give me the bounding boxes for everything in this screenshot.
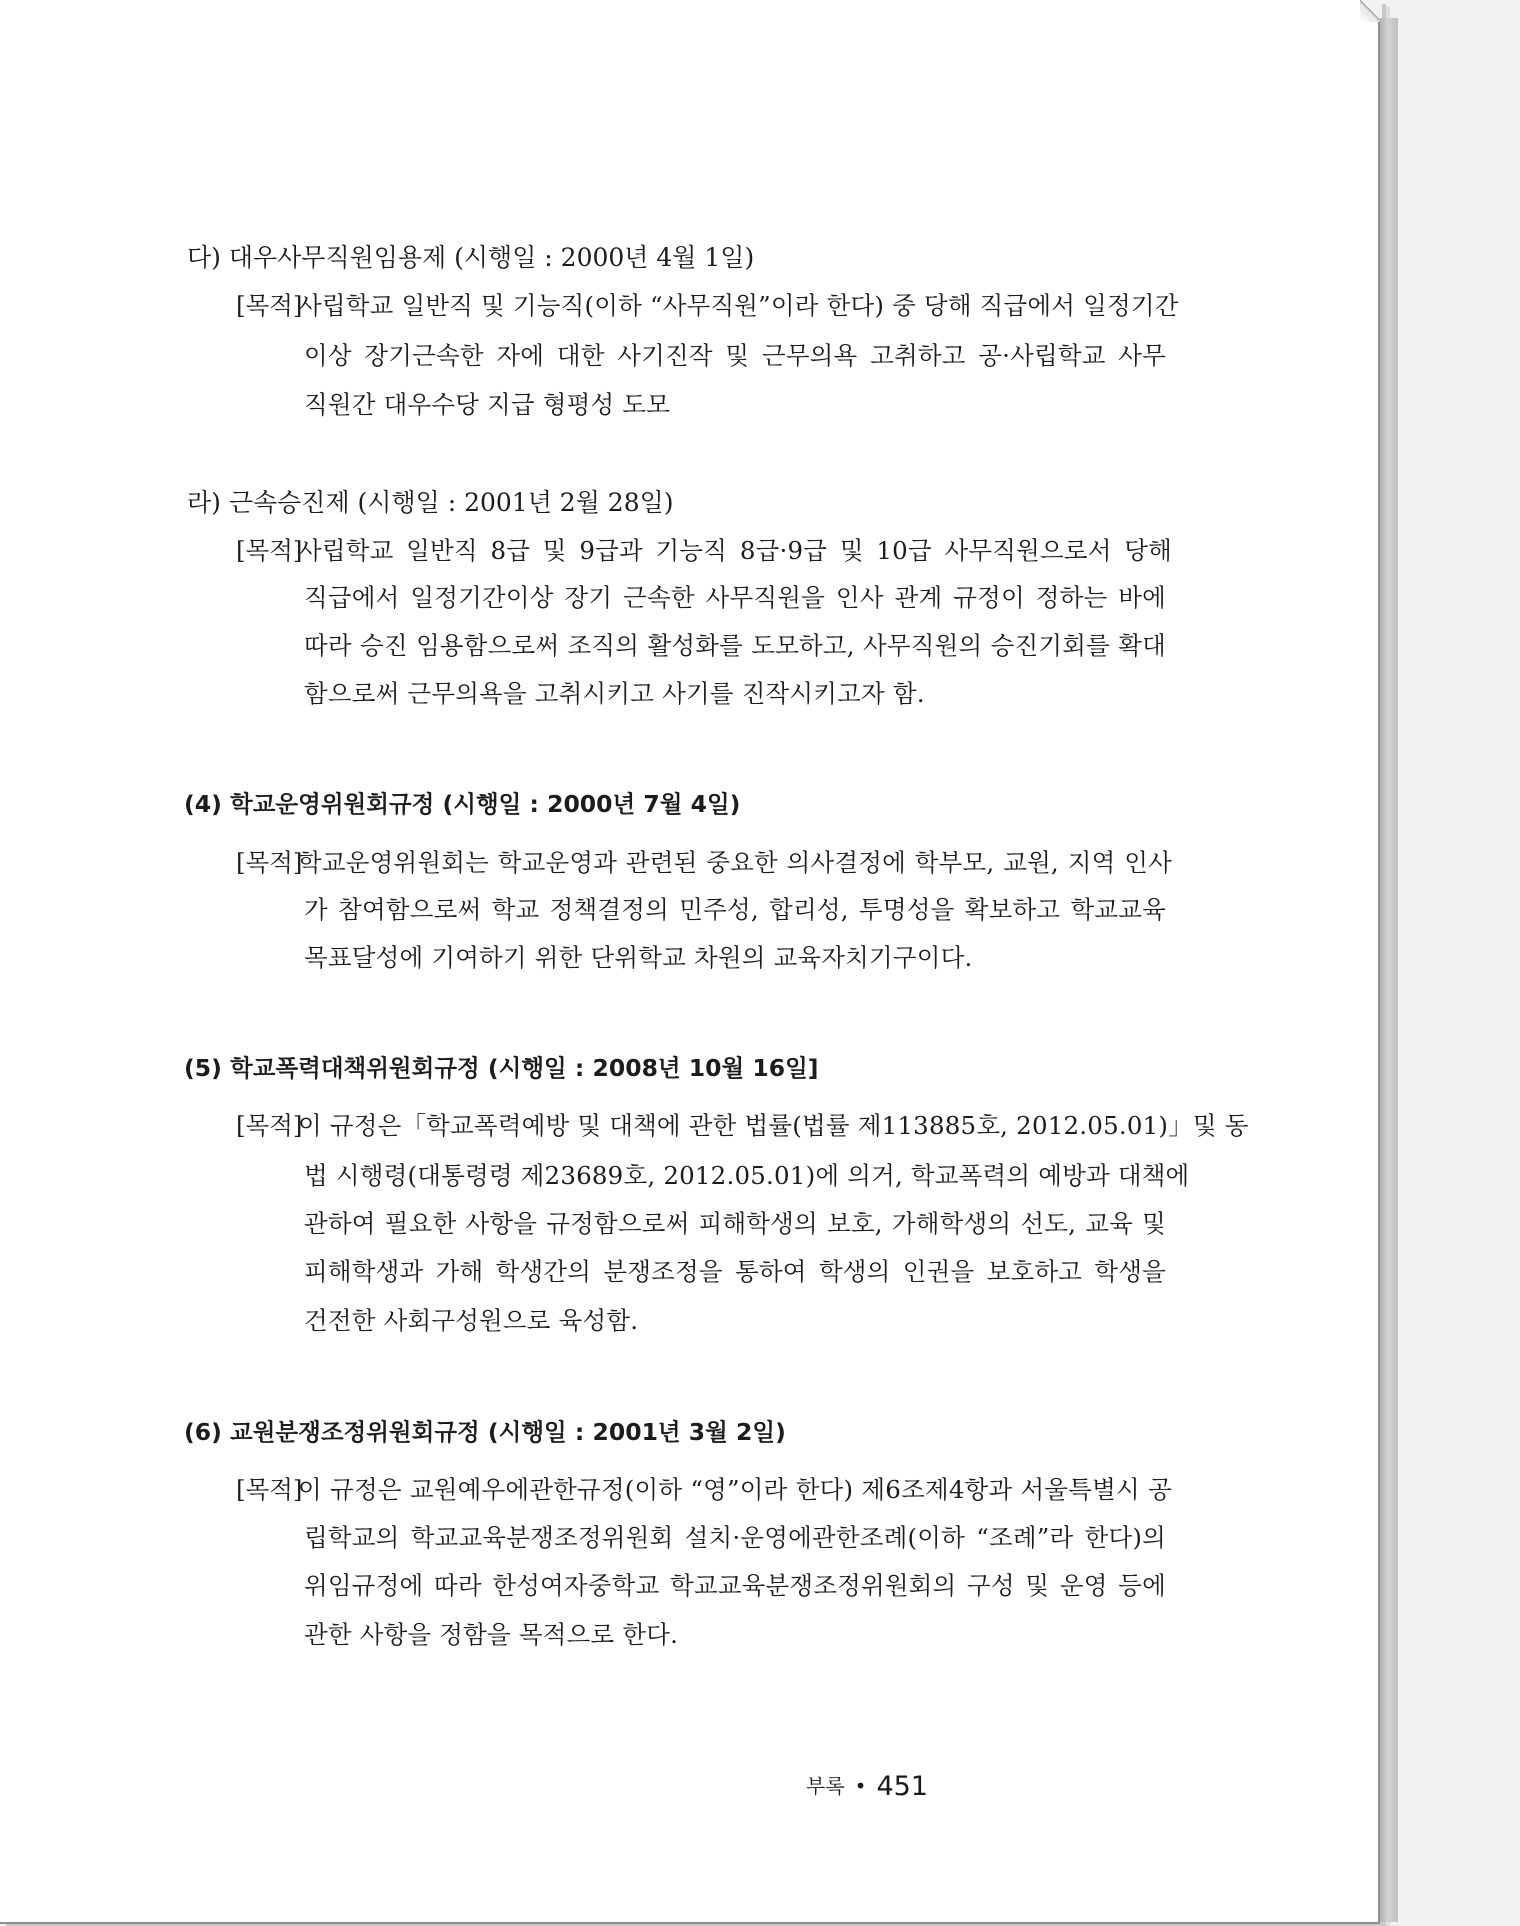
text-line: 학교운영위원회는 학교운영과 관련된 중요한 의사결정에 학부모, 교원, 지역 인사 [298, 848, 1172, 877]
text-line: 이상 장기근속한 자에 대한 사기진작 및 근무의욕 고취하고 공·사립학교 사무 [304, 341, 1166, 370]
text-line: 사립학교 일반직 및 기능직(이하 “사무직원”이라 한다) 중 당해 직급에서 일정기간 [298, 291, 1179, 320]
text-line: 목표달성에 기여하기 위한 단위학교 차원의 교육자치기구이다. [304, 943, 973, 972]
text-line: 위임규정에 따라 한성여자중학교 학교교육분쟁조정위원회의 구성 및 운영 등에 [304, 1571, 1166, 1600]
purpose-tag: [목적] [236, 848, 303, 877]
page-stack-edge [1380, 18, 1398, 1922]
section-heading-ra: 라) 근속승진제 (시행일 : 2001년 2월 28일) [187, 488, 674, 517]
text-line: 이 규정은「학교폭력예방 및 대책에 관한 법률(법률 제113885호, 2012.05.01)」및 동 [298, 1111, 1249, 1140]
section-heading-6: (6) 교원분쟁조정위원회규정 (시행일 : 2001년 3월 2일) [184, 1418, 786, 1446]
page-footer [806, 1766, 928, 1807]
text-line: 관한 사항을 정함을 목적으로 한다. [304, 1620, 679, 1649]
footer-bullet: • [854, 1774, 867, 1798]
text-line: 립학교의 학교교육분쟁조정위원회 설치·운영에관한조례(이하 “조례”라 한다)의 [304, 1523, 1166, 1552]
text-line: 가 참여함으로써 학교 정책결정의 민주성, 합리성, 투명성을 확보하고 학교교육 [304, 895, 1166, 924]
text-line: 이 규정은 교원예우에관한규정(이하 “영”이라 한다) 제6조제4항과 서울특별시 공 [298, 1475, 1172, 1504]
text-line: 사립학교 일반직 8급 및 9급과 기능직 8급·9급 및 10급 사무직원으로서 당해 [298, 536, 1172, 565]
purpose-tag: [목적] [236, 1475, 303, 1504]
footer-label: 부록 [806, 1774, 845, 1798]
text-line: 피해학생과 가해 학생간의 분쟁조정을 통하여 학생의 인권을 보호하고 학생을 [304, 1257, 1166, 1286]
text-line: 법 시행령(대통령령 제23689호, 2012.05.01)에 의거, 학교폭력의 예방과 대책에 [304, 1161, 1190, 1190]
text-line: 직원간 대우수당 지급 형평성 도모 [304, 390, 671, 419]
text-line: 직급에서 일정기간이상 장기 근속한 사무직원을 인사 관계 규정이 정하는 바에 [304, 583, 1166, 612]
text-line: 따라 승진 임용함으로써 조직의 활성화를 도모하고, 사무직원의 승진기회를 확대 [304, 631, 1166, 660]
text-line: 건전한 사회구성원으로 육성함. [304, 1306, 639, 1335]
purpose-tag: [목적] [236, 1111, 303, 1140]
text-line: 함으로써 근무의욕을 고취시키고 사기를 진작시키고자 함. [304, 679, 925, 708]
section-heading-5: (5) 학교폭력대책위원회규정 (시행일 : 2008년 10월 16일] [184, 1054, 819, 1082]
text-line: 관하여 필요한 사항을 규정함으로써 피해학생의 보호, 가해학생의 선도, 교육 및 [304, 1209, 1166, 1238]
page-number: 451 [876, 1771, 928, 1802]
purpose-tag: [목적] [236, 536, 303, 565]
section-heading-da: 다) 대우사무직원임용제 (시행일 : 2000년 4월 1일) [187, 243, 755, 272]
section-heading-4: (4) 학교운영위원회규정 (시행일 : 2000년 7월 4일) [184, 790, 741, 818]
purpose-tag: [목적] [236, 291, 303, 320]
